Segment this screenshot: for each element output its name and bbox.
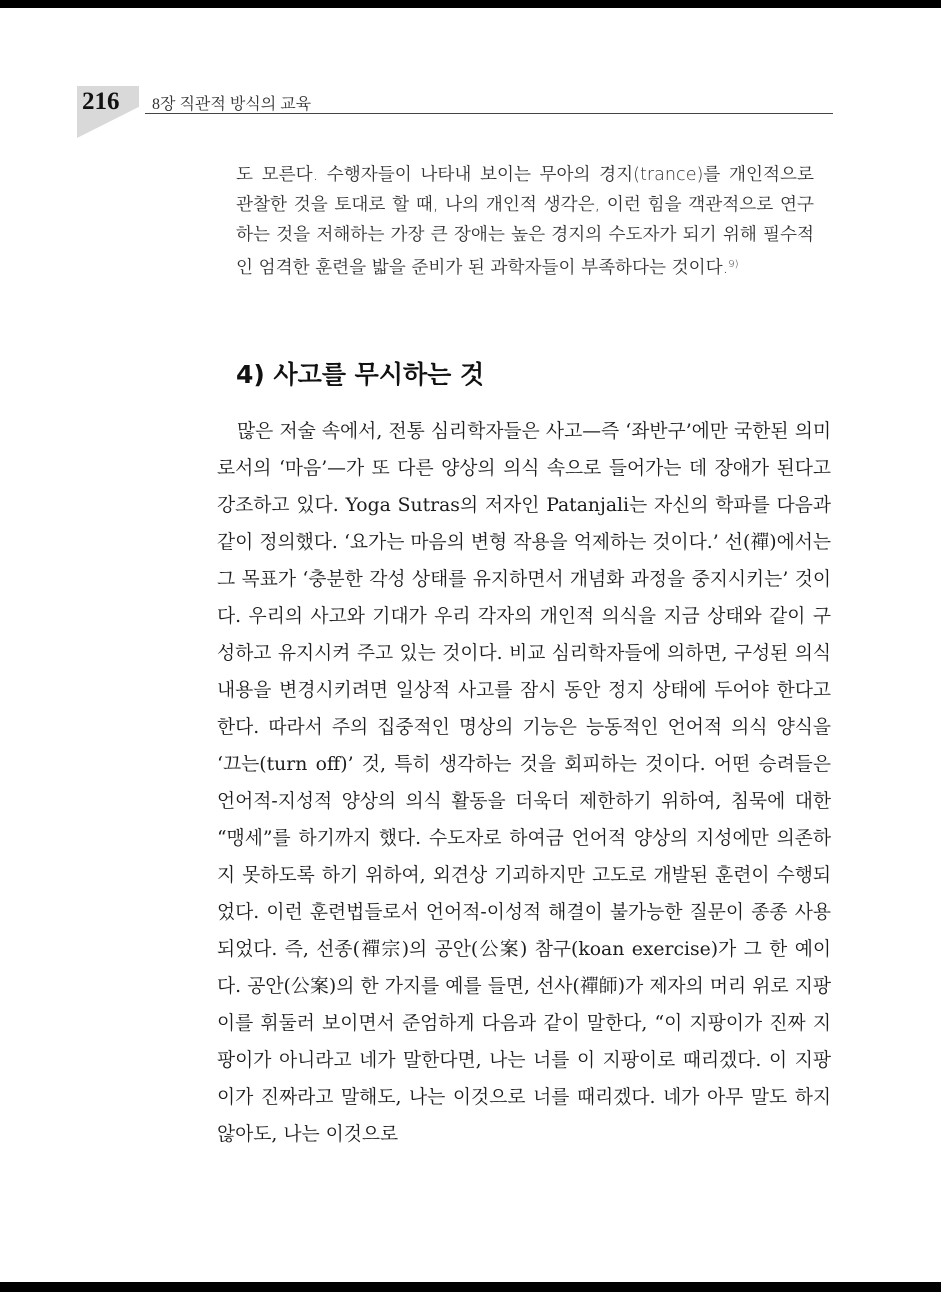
body-paragraph: 많은 저술 속에서, 전통 심리학자들은 사고—즉 ‘좌반구’에만 국한된 의미로서의 ‘마음’—가 또 다른 양상의 의식 속으로 들어가는 데 장애가 된다고 강조하고 있다. Yoga Sutras의 저자인 Patanjali는 자신의 학파를 다음과 같이 정의했다. ‘요가는 마음의 변형 작용을 억제하는 것이다.’ 선(禪)에서는 그 목표가 ‘충분한 각성 상태를 유지하면서 개념화 과정을 중지시키는’ 것이다. 우리의 사고와 기대가 우리 각자의 개인적 의식을 지금 상태와 같이 구성하고 유지시켜 주고 있는 것이다. 비교 심리학자들에 의하면, 구성된 의식 내용을 변경시키려면 일상적 사고를 잠시 동안 정지 상태에 두어야 한다고 한다. 따라서 주의 집중적인 명상의 기능은 능동적인 언어적 의식 양식을 ‘끄는(turn off)’ 것, 특히 생각하는 것을 회피하는 것이다. 어떤 승려들은 언어적-지성적 양상의 의식 활동을 더욱더 제한하기 위하여, 침묵에 대한 “맹세”를 하기까지 했다. 수도자로 하여금 언어적 양상의 지성에만 의존하지 못하도록 하기 위하여, 외견상 기괴하지만 고도로 개발된 훈련이 수행되었다. 이런 훈련법들로서 언어적-이성적 해결이 불가능한 질문이 종종 사용되었다. 즉, 선종(禪宗)의 공안(公案) 참구(koan exercise)가 그 한 예이다. 공안(公案)의 한 가지를 예를 들면, 선사(禪師)가 제자의 머리 위로 지팡이를 휘둘러 보이면서 준엄하게 다음과 같이 말한다, “이 지팡이가 진짜 지팡이가 아니라고 네가 말한다면, 나는 너를 이 지팡이로 때리겠다. 이 지팡이가 진짜라고 말해도, 나는 이것으로 너를 때리겠다. 네가 아무 말도 하지 않아도, 나는 이것으로 — [217, 421, 831, 1145]
quote-text: 도 모른다. 수행자들이 나타내 보이는 무아의 경지(trance)를 개인적으로 관찰한 것을 토대로 할 때, 나의 개인적 생각은, 이런 힘을 객관적으로 연구하는 것을 저해하는 가장 큰 장애는 높은 경지의 수도자가 되기 위해 필수적인 엄격한 훈련을 밟을 준비가 된 과학자들이 부족하다는 것이다. — [236, 165, 814, 278]
footnote-marker: 9) — [728, 259, 739, 270]
page-number: 216 — [82, 88, 120, 115]
bottom-border — [0, 1282, 941, 1292]
top-border — [0, 0, 941, 8]
section-heading: 4) 사고를 무시하는 것 — [236, 360, 485, 389]
header-divider — [145, 113, 833, 114]
running-header: 8장 직관적 방식의 교육 — [152, 96, 312, 113]
block-quote — [236, 160, 814, 283]
